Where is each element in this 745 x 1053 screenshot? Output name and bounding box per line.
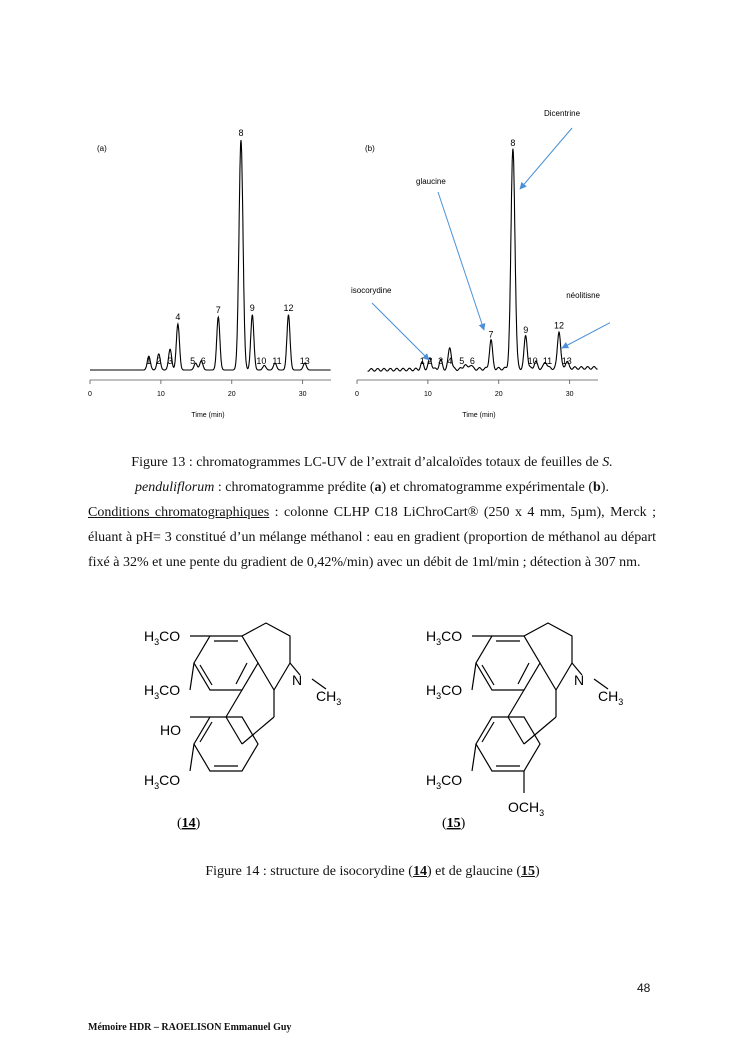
peak-label: 3: [438, 356, 444, 366]
s15-h3co-top: $H_3CO$: [426, 628, 463, 647]
caption-text: ).: [600, 480, 609, 495]
peak-labels-a: [146, 128, 310, 366]
x-ticks-a: [88, 380, 307, 398]
panel-b-label: (b): [365, 144, 375, 153]
conditions-text: : colonne CLHP C18 LiChroCart® (250 x 4 mm, 5µm), Merck ; éluant à pH= 3 constitué d’un mélange méthanol : eau en gradient (proportion de méthanol au départ fixé à 32% et une pente du gradient de 0,42%/min) avec un débit de 1ml/min ; détection à 307 nm.: [88, 505, 656, 570]
annotation-isocorydine: isocorydine: [351, 286, 392, 295]
peak-label: 13: [561, 356, 572, 366]
page-number: 48: [637, 981, 651, 995]
peak-label: 7: [215, 305, 221, 316]
peak-label: 6: [469, 356, 475, 366]
figure-14-caption: [0, 864, 745, 880]
structure-15: [426, 623, 623, 831]
footer: Mémoire HDR – RAOELISON Emmanuel Guy: [88, 1022, 292, 1033]
s14-ho: HO: [160, 722, 181, 738]
arrow-neolitisne: [562, 310, 610, 348]
figure-13-caption: [88, 450, 656, 575]
s14-h3co-mid: $H_3CO$: [144, 682, 181, 701]
s15-och3: $OCH_3$: [508, 799, 545, 818]
peak-label: 4: [175, 312, 181, 322]
annotation-neolitisne: néolitisne: [566, 291, 600, 300]
peak-label: 10: [527, 356, 538, 366]
caption-text: ): [535, 864, 540, 879]
s14-nitrogen: N: [292, 672, 303, 688]
peak-label: 11: [272, 356, 282, 366]
peak-label: 5: [459, 356, 465, 366]
peak-label: 9: [523, 325, 529, 335]
conditions-paragraph: [88, 500, 656, 575]
peak-label: 6: [200, 356, 206, 366]
s14-label: (14): [177, 816, 201, 831]
caption-text: Figure 13 : chromatogrammes LC-UV de l’extrait d’alcaloïdes totaux de feuilles de: [131, 455, 603, 470]
x-tick-label: 30: [565, 391, 574, 398]
caption-ref-14: 14: [412, 864, 427, 879]
peak-label: 13: [299, 356, 310, 366]
x-tick-label: 20: [494, 391, 503, 398]
caption-bold-a: a: [374, 480, 382, 495]
s14-h3co-bot: $H_3CO$: [144, 772, 181, 791]
peak-label: 9: [249, 302, 255, 313]
peak-label: 12: [283, 302, 294, 313]
peak-labels-b: [420, 138, 572, 366]
structure-14: [190, 623, 326, 771]
caption-text: ) et de glaucine (: [426, 864, 521, 879]
chromatogram-trace-b: [368, 149, 598, 372]
caption-italic: S.: [602, 455, 613, 470]
peak-label: 11: [542, 356, 553, 366]
x-axis-label-b: Time (min): [462, 412, 496, 419]
peak-label: 10: [256, 356, 267, 366]
s15-h3co-bot: $H_3CO$: [426, 772, 463, 791]
peak-label: 2: [156, 356, 162, 366]
peak-label: 12: [553, 320, 565, 331]
peak-label: 8: [238, 128, 244, 138]
conditions-label: Conditions chromatographiques: [88, 505, 270, 520]
species-name: penduliflorum: [135, 480, 215, 495]
peak-label: 2: [427, 356, 433, 366]
x-axis-label-a: Time (min): [191, 412, 225, 419]
s15-h3co-mid: $H_3CO$: [426, 682, 463, 701]
caption-ref-15: 15: [521, 864, 535, 879]
peak-label: 8: [510, 138, 516, 148]
s15-label: (15): [442, 816, 466, 831]
caption-text: ) et chromatogramme expérimentale (: [381, 480, 593, 495]
figure-13-chromatograms: [80, 98, 610, 428]
x-tick-label: 0: [88, 391, 92, 398]
peak-label: 3: [167, 356, 173, 366]
chromatogram-trace-a: [90, 140, 331, 370]
x-tick-label: 10: [156, 391, 165, 398]
annotation-glaucine: glaucine: [416, 177, 446, 186]
caption-line-1: [88, 450, 656, 475]
caption-bold-b: b: [593, 480, 601, 495]
peak-label: 5: [190, 356, 196, 366]
s15-methyl: $CH_3$: [598, 688, 624, 707]
x-ticks-b: [355, 380, 574, 398]
caption-line-2: [88, 475, 656, 500]
x-tick-label: 0: [355, 391, 359, 398]
x-tick-label: 10: [423, 391, 432, 398]
caption-text: Figure 14 : structure de isocorydine (: [205, 864, 413, 879]
x-tick-label: 20: [227, 391, 236, 398]
arrow-glaucine: [438, 192, 484, 330]
s14-methyl: $CH_3$: [316, 688, 342, 707]
caption-text: : chromatogramme prédite (: [214, 480, 375, 495]
arrow-dicentrine: [520, 128, 572, 189]
peak-label: 7: [488, 329, 494, 340]
peak-label: 4: [447, 356, 453, 366]
peak-label: 1: [419, 356, 425, 366]
x-tick-label: 30: [298, 391, 307, 398]
panel-a-label: (a): [97, 144, 107, 153]
figure-14-structures: [130, 615, 630, 845]
s15-nitrogen: N: [574, 672, 585, 688]
annotation-dicentrine: Dicentrine: [544, 109, 581, 118]
arrow-isocorydine: [372, 303, 429, 360]
peak-label: 1: [146, 356, 152, 366]
s14-h3co-top: $H_3CO$: [144, 628, 181, 647]
